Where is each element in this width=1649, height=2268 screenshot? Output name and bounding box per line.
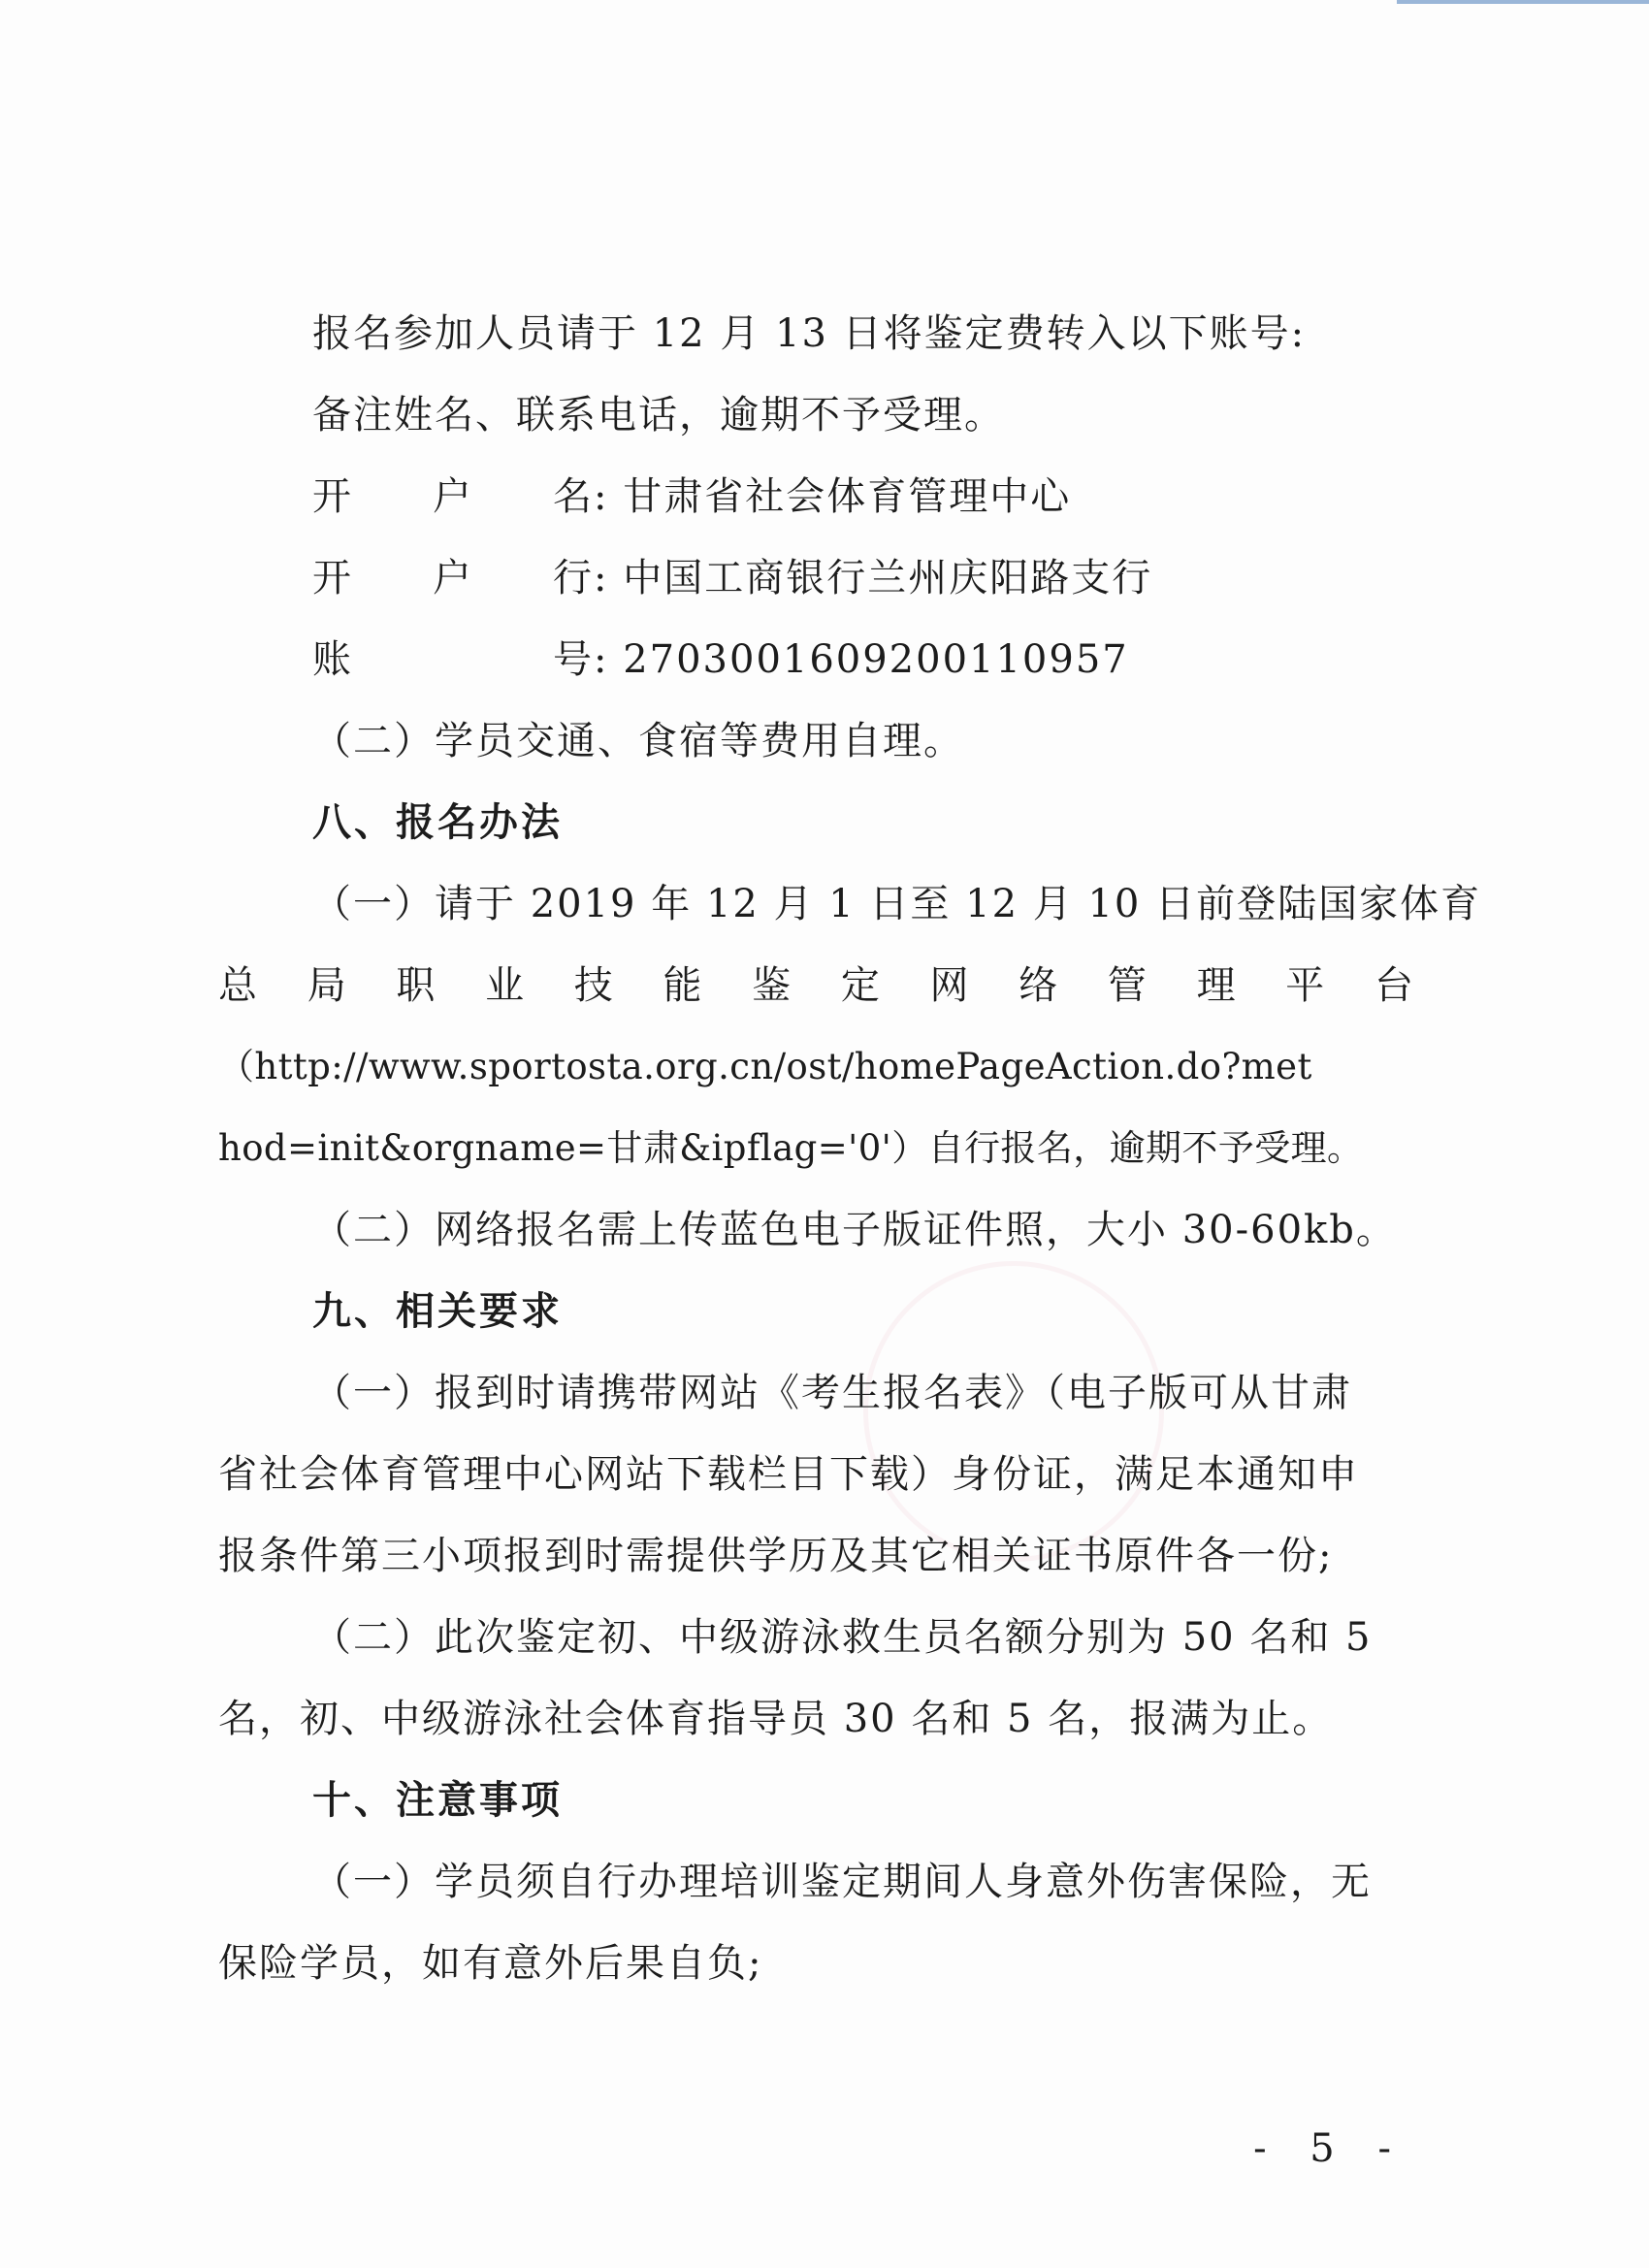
label-char: 号 bbox=[553, 637, 594, 682]
scan-edge-line bbox=[1397, 0, 1649, 4]
label-char: 行 bbox=[553, 556, 594, 600]
section-8-url-line2: hod=init&orgname=甘肃&ipflag='0'）自行报名，逾期不予受理。 bbox=[218, 1127, 1364, 1169]
section-9-item1-line2: 省社会体育管理中心网站下载栏目下载）身份证，满足本通知申 bbox=[218, 1452, 1359, 1497]
account-bank-row bbox=[312, 551, 1413, 605]
section-8-url-line1: （http://www.sportosta.org.cn/ost/homePageAction.do?met bbox=[218, 1046, 1312, 1087]
account-bank-value: : 中国工商银行兰州庆阳路支行 bbox=[594, 556, 1153, 600]
account-name-row bbox=[312, 470, 1413, 524]
paragraph-remark: 备注姓名、联系电话，逾期不予受理。 bbox=[312, 393, 1005, 437]
label-char: 账 bbox=[312, 637, 353, 682]
paragraph-fees: （二）学员交通、食宿等费用自理。 bbox=[312, 719, 964, 763]
page-number: - 5 - bbox=[1253, 2126, 1406, 2171]
section-9-item2-line1: （二）此次鉴定初、中级游泳救生员名额分别为 50 名和 5 bbox=[312, 1615, 1373, 1660]
char: 总 bbox=[218, 963, 257, 1008]
account-name-label bbox=[312, 470, 594, 524]
account-bank-label bbox=[312, 551, 594, 605]
account-number-value: : 2703001609200110957 bbox=[594, 637, 1129, 682]
char: 理 bbox=[1196, 963, 1236, 1008]
char: 定 bbox=[840, 963, 880, 1008]
section-9-item1-line3: 报条件第三小项报到时需提供学历及其它相关证书原件各一份; bbox=[218, 1534, 1334, 1578]
account-number-row bbox=[312, 632, 1413, 687]
section-10-item1-line1: （一）学员须自行办理培训鉴定期间人身意外伤害保险，无 bbox=[312, 1860, 1372, 1904]
char: 技 bbox=[573, 963, 613, 1008]
char: 台 bbox=[1374, 963, 1413, 1008]
account-name-value: : 甘肃省社会体育管理中心 bbox=[594, 474, 1072, 519]
section-8-title: 八、报名办法 bbox=[312, 800, 563, 845]
char: 鉴 bbox=[752, 963, 792, 1008]
section-8-item2: （二）网络报名需上传蓝色电子版证件照，大小 30-60kb。 bbox=[312, 1208, 1397, 1252]
char: 业 bbox=[485, 963, 525, 1008]
section-9-item2-line2: 名，初、中级游泳社会体育指导员 30 名和 5 名，报满为止。 bbox=[218, 1697, 1334, 1741]
label-char: 户 bbox=[433, 474, 473, 519]
account-number-label bbox=[312, 632, 594, 687]
section-9-title: 九、相关要求 bbox=[312, 1289, 563, 1334]
section-10-title: 十、注意事项 bbox=[312, 1778, 563, 1823]
label-char: 开 bbox=[312, 556, 353, 600]
char: 管 bbox=[1107, 963, 1147, 1008]
paragraph-fee-transfer: 报名参加人员请于 12 月 13 日将鉴定费转入以下账号: bbox=[312, 311, 1307, 356]
char: 络 bbox=[1018, 963, 1058, 1008]
section-8-item1-line2 bbox=[218, 958, 1413, 1013]
section-8-item1-line1: （一）请于 2019 年 12 月 1 日至 12 月 10 日前登陆国家体育 bbox=[312, 882, 1482, 926]
label-char: 名 bbox=[553, 474, 594, 519]
label-char: 开 bbox=[312, 474, 353, 519]
section-9-item1-line1: （一）报到时请携带网站《考生报名表》（电子版可从甘肃 bbox=[312, 1371, 1352, 1415]
char: 平 bbox=[1285, 963, 1325, 1008]
char: 局 bbox=[307, 963, 346, 1008]
label-char: 户 bbox=[433, 556, 473, 600]
char: 网 bbox=[929, 963, 969, 1008]
char: 能 bbox=[663, 963, 702, 1008]
char: 职 bbox=[396, 963, 436, 1008]
section-10-item1-line2: 保险学员，如有意外后果自负; bbox=[218, 1941, 763, 1986]
